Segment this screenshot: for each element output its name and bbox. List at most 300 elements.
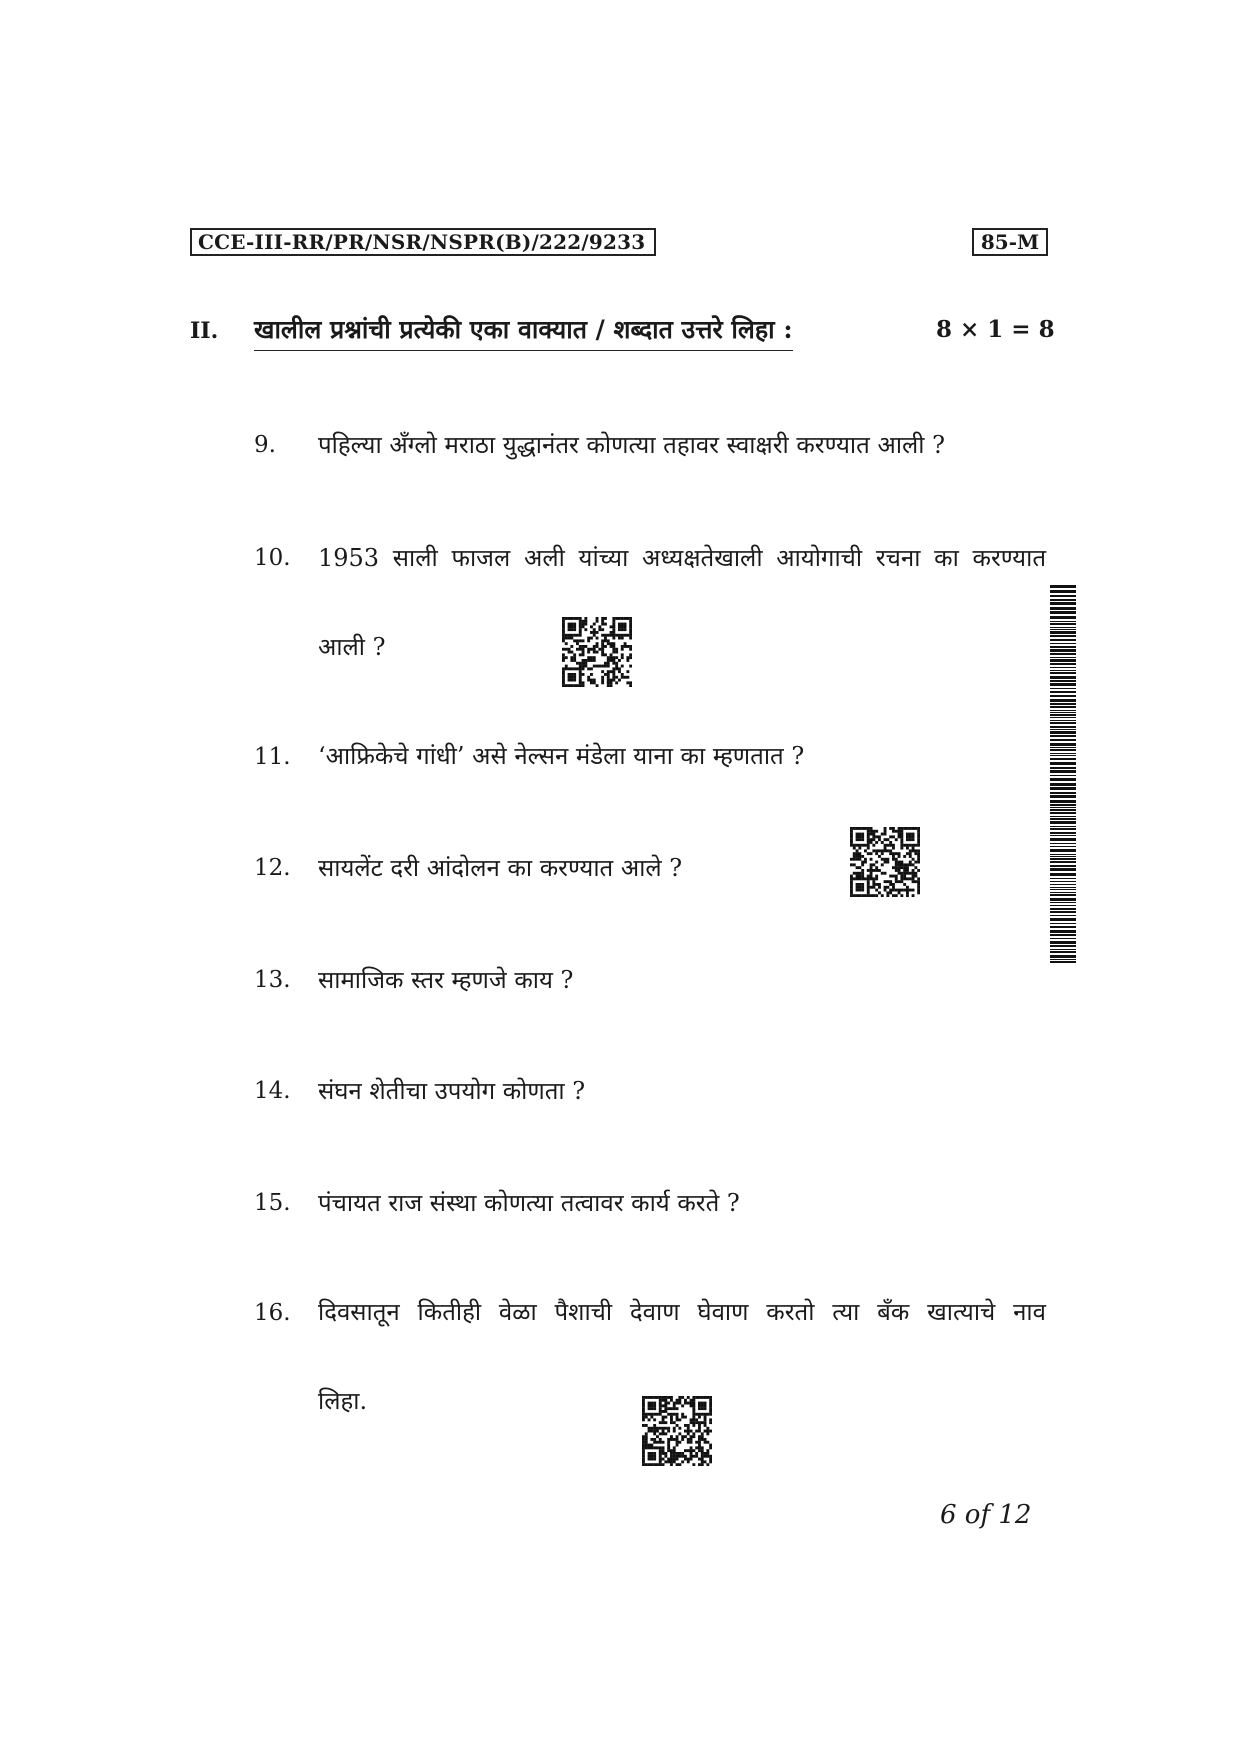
qr-module [867, 889, 870, 892]
qr-module [917, 827, 920, 830]
qr-module [648, 1452, 651, 1455]
barcode-bar [1050, 941, 1076, 944]
qr-module [676, 1438, 679, 1441]
qr-module [615, 634, 618, 637]
qr-module [698, 1438, 701, 1441]
barcode-bar [1050, 826, 1076, 827]
barcode-bar [1050, 726, 1076, 728]
qr-module [648, 1427, 651, 1430]
qr-module [604, 653, 607, 656]
qr-module [615, 665, 618, 668]
qr-module [601, 665, 604, 668]
qr-module [681, 1452, 684, 1455]
qr-module [653, 1452, 656, 1455]
qr-module [607, 656, 610, 659]
question-number: 11. [254, 744, 291, 770]
qr-module [681, 1438, 684, 1441]
qr-module [687, 1430, 690, 1433]
qr-module [587, 679, 590, 682]
qr-module [704, 1430, 707, 1433]
qr-module [612, 634, 615, 637]
qr-module [695, 1396, 698, 1399]
qr-module [607, 676, 610, 679]
qr-module [687, 1438, 690, 1441]
qr-module [906, 838, 909, 841]
qr-module [912, 838, 915, 841]
qr-module [642, 1435, 645, 1438]
qr-module [858, 877, 861, 880]
barcode-bar [1050, 955, 1076, 958]
qr-module [587, 639, 590, 642]
question-text: ‘आफ्रिकेचे गांधी’ असे नेल्सन मंडेला याना का म्हणतात ? [318, 742, 805, 770]
qr-module [568, 673, 571, 676]
qr-module [895, 894, 898, 897]
qr-module [709, 1455, 712, 1458]
qr-module [629, 665, 632, 668]
barcode-bar [1050, 710, 1076, 711]
qr-module [701, 1435, 704, 1438]
qr-module [872, 849, 875, 852]
qr-module [667, 1402, 670, 1405]
qr-module [562, 681, 565, 684]
qr-module [590, 673, 593, 676]
qr-module [582, 681, 585, 684]
qr-module [656, 1441, 659, 1444]
qr-module [650, 1438, 653, 1441]
qr-module [858, 852, 861, 855]
qr-module [701, 1438, 704, 1441]
qr-module [870, 863, 873, 866]
qr-module [642, 1396, 645, 1399]
barcode-bar [1050, 884, 1076, 885]
qr-module [892, 894, 895, 897]
qr-module [610, 634, 613, 637]
qr-module [687, 1402, 690, 1405]
qr-module [612, 651, 615, 654]
qr-module [892, 852, 895, 855]
qr-module [610, 625, 613, 628]
qr-module [570, 634, 573, 637]
qr-module [692, 1396, 695, 1399]
qr-module [582, 653, 585, 656]
qr-module [653, 1430, 656, 1433]
barcode-bar [1050, 809, 1076, 811]
qr-module [629, 617, 632, 620]
qr-module [681, 1404, 684, 1407]
qr-module [898, 835, 901, 838]
qr-module [579, 631, 582, 634]
qr-module [656, 1413, 659, 1416]
qr-module [648, 1444, 651, 1447]
qr-module [562, 684, 565, 687]
qr-module [917, 861, 920, 864]
qr-module [903, 855, 906, 858]
qr-module [875, 849, 878, 852]
qr-module [562, 617, 565, 620]
qr-module [900, 872, 903, 875]
barcode-bar [1050, 616, 1076, 619]
qr-module [590, 648, 593, 651]
qr-module [917, 889, 920, 892]
barcode-bar [1050, 646, 1076, 648]
qr-module [864, 849, 867, 852]
qr-module [889, 841, 892, 844]
qr-module [864, 894, 867, 897]
qr-module [690, 1446, 693, 1449]
barcode-bar [1050, 828, 1076, 830]
qr-module [667, 1438, 670, 1441]
qr-module [573, 639, 576, 642]
qr-module [607, 634, 610, 637]
qr-module [884, 886, 887, 889]
qr-module [898, 855, 901, 858]
qr-module [861, 894, 864, 897]
qr-module [579, 620, 582, 623]
qr-module [562, 634, 565, 637]
barcode-bar [1050, 816, 1076, 817]
qr-module [670, 1413, 673, 1416]
qr-module [906, 835, 909, 838]
qr-module [695, 1418, 698, 1421]
qr-module [565, 656, 568, 659]
qr-module [629, 628, 632, 631]
qr-module [898, 861, 901, 864]
barcode-bar [1050, 804, 1076, 806]
qr-module [667, 1413, 670, 1416]
qr-module [886, 894, 889, 897]
qr-module [562, 648, 565, 651]
qr-module [653, 1458, 656, 1461]
qr-module [914, 880, 917, 883]
qr-module [612, 628, 615, 631]
qr-module [568, 617, 571, 620]
qr-module [610, 631, 613, 634]
qr-module [624, 634, 627, 637]
qr-module [906, 891, 909, 894]
barcode-bar [1050, 749, 1076, 751]
qr-module [653, 1438, 656, 1441]
qr-module [856, 875, 859, 878]
qr-module [584, 665, 587, 668]
qr-module [607, 659, 610, 662]
qr-module [917, 841, 920, 844]
qr-module [642, 1399, 645, 1402]
qr-module [626, 656, 629, 659]
qr-module [650, 1407, 653, 1410]
qr-module [917, 858, 920, 861]
qr-module [906, 844, 909, 847]
qr-module [912, 827, 915, 830]
qr-module [878, 855, 881, 858]
qr-module [624, 617, 627, 620]
qr-module [601, 645, 604, 648]
qr-module [568, 679, 571, 682]
qr-module [709, 1396, 712, 1399]
qr-module [701, 1449, 704, 1452]
qr-module [596, 651, 599, 654]
qr-module [667, 1396, 670, 1399]
qr-module [624, 645, 627, 648]
qr-module [626, 634, 629, 637]
qr-module [562, 653, 565, 656]
qr-module [593, 656, 596, 659]
section-marks: 8 × 1 = 8 [936, 316, 1055, 343]
qr-module [648, 1446, 651, 1449]
barcode-bar [1050, 812, 1076, 814]
qr-module [690, 1404, 693, 1407]
qr-module [861, 835, 864, 838]
qr-code-3 [642, 1396, 712, 1466]
qr-module [872, 880, 875, 883]
qr-module [673, 1404, 676, 1407]
barcode-bar [1050, 735, 1076, 737]
qr-module [687, 1460, 690, 1463]
qr-module [870, 838, 873, 841]
qr-module [917, 849, 920, 852]
qr-module [562, 659, 565, 662]
qr-module [850, 835, 853, 838]
qr-module [692, 1413, 695, 1416]
qr-module [648, 1430, 651, 1433]
qr-module [917, 891, 920, 894]
qr-module [664, 1432, 667, 1435]
qr-module [653, 1413, 656, 1416]
qr-module [698, 1435, 701, 1438]
barcode-bar [1050, 821, 1076, 824]
qr-module [698, 1441, 701, 1444]
qr-module [872, 877, 875, 880]
qr-module [562, 637, 565, 640]
qr-module [709, 1460, 712, 1463]
qr-module [895, 880, 898, 883]
qr-module [659, 1427, 662, 1430]
qr-module [706, 1413, 709, 1416]
qr-module [676, 1413, 679, 1416]
qr-module [914, 827, 917, 830]
barcode-bar [1050, 902, 1076, 903]
qr-module [673, 1421, 676, 1424]
qr-module [898, 891, 901, 894]
qr-module [917, 833, 920, 836]
barcode-bar [1050, 892, 1076, 893]
qr-module [856, 849, 859, 852]
barcode-bar [1050, 595, 1076, 597]
barcode-bar [1050, 858, 1076, 860]
qr-module [612, 620, 615, 623]
qr-module [692, 1463, 695, 1466]
qr-module [861, 889, 864, 892]
qr-module [596, 631, 599, 634]
qr-module [884, 889, 887, 892]
qr-module [676, 1444, 679, 1447]
qr-module [701, 1402, 704, 1405]
qr-module [909, 861, 912, 864]
qr-module [610, 679, 613, 682]
qr-module [900, 880, 903, 883]
question-number: 16. [254, 1300, 291, 1326]
barcode-bar [1050, 755, 1076, 756]
qr-module [875, 830, 878, 833]
qr-module [701, 1463, 704, 1466]
qr-module [864, 844, 867, 847]
barcode-bar [1050, 911, 1076, 913]
barcode-bar [1050, 663, 1076, 665]
qr-module [650, 1455, 653, 1458]
qr-module [903, 866, 906, 869]
qr-module [900, 844, 903, 847]
qr-module [692, 1416, 695, 1419]
qr-module [662, 1427, 665, 1430]
qr-module [701, 1396, 704, 1399]
qr-module [570, 623, 573, 626]
qr-module [612, 662, 615, 665]
qr-module [704, 1407, 707, 1410]
qr-module [867, 894, 870, 897]
qr-module [881, 872, 884, 875]
qr-module [598, 648, 601, 651]
barcode-bar [1050, 938, 1076, 939]
qr-module [612, 617, 615, 620]
qr-module [582, 673, 585, 676]
qr-module [629, 637, 632, 640]
qr-module [662, 1432, 665, 1435]
qr-module [645, 1424, 648, 1427]
qr-module [626, 670, 629, 673]
barcode-bar [1050, 676, 1076, 679]
qr-module [701, 1432, 704, 1435]
qr-module [648, 1404, 651, 1407]
qr-module [659, 1460, 662, 1463]
qr-module [912, 844, 915, 847]
qr-module [909, 827, 912, 830]
qr-module [906, 886, 909, 889]
qr-module [650, 1396, 653, 1399]
qr-module [917, 869, 920, 872]
qr-module [917, 855, 920, 858]
barcode-bar [1050, 918, 1076, 921]
barcode-bar [1050, 607, 1076, 610]
qr-module [906, 827, 909, 830]
qr-module [590, 656, 593, 659]
qr-module [659, 1402, 662, 1405]
qr-module [656, 1430, 659, 1433]
barcode-bar [1050, 889, 1076, 890]
qr-module [850, 877, 853, 880]
qr-module [898, 827, 901, 830]
qr-module [867, 869, 870, 872]
barcode-bar [1050, 639, 1076, 641]
qr-module [867, 841, 870, 844]
qr-module [912, 889, 915, 892]
qr-module [615, 651, 618, 654]
qr-module [593, 679, 596, 682]
qr-module [579, 634, 582, 637]
qr-module [861, 875, 864, 878]
qr-module [610, 659, 613, 662]
qr-module [704, 1404, 707, 1407]
qr-module [884, 838, 887, 841]
qr-module [701, 1446, 704, 1449]
qr-module [601, 634, 604, 637]
qr-module [565, 665, 568, 668]
qr-module [709, 1404, 712, 1407]
qr-module [892, 844, 895, 847]
qr-module [678, 1418, 681, 1421]
barcode-bar [1050, 623, 1076, 625]
qr-module [867, 877, 870, 880]
qr-module [701, 1404, 704, 1407]
qr-module [895, 852, 898, 855]
qr-module [593, 681, 596, 684]
qr-module [590, 637, 593, 640]
qr-module [912, 863, 915, 866]
qr-module [875, 835, 878, 838]
qr-module [858, 855, 861, 858]
qr-module [872, 886, 875, 889]
qr-module [850, 889, 853, 892]
qr-module [861, 861, 864, 864]
qr-module [706, 1430, 709, 1433]
barcode-bar [1050, 657, 1076, 658]
qr-module [565, 617, 568, 620]
qr-module [670, 1416, 673, 1419]
barcode-bar [1050, 898, 1076, 901]
qr-module [856, 889, 859, 892]
qr-module [579, 676, 582, 679]
qr-module [687, 1441, 690, 1444]
barcode-bar [1050, 838, 1076, 841]
qr-module [607, 679, 610, 682]
qr-module [610, 653, 613, 656]
qr-module [856, 835, 859, 838]
qr-module [562, 656, 565, 659]
qr-module [587, 676, 590, 679]
qr-module [570, 651, 573, 654]
qr-module [692, 1432, 695, 1435]
qr-module [662, 1418, 665, 1421]
barcode-bar [1050, 807, 1076, 808]
qr-module [626, 681, 629, 684]
barcode-bar [1050, 770, 1076, 773]
qr-module [568, 648, 571, 651]
qr-module [629, 656, 632, 659]
barcode-bar [1050, 767, 1076, 769]
qr-module [861, 855, 864, 858]
qr-module [895, 858, 898, 861]
barcode-bar [1050, 846, 1076, 847]
qr-module [867, 827, 870, 830]
qr-module [886, 861, 889, 864]
qr-module [582, 662, 585, 665]
qr-module [579, 665, 582, 668]
qr-module [704, 1460, 707, 1463]
qr-module [612, 659, 615, 662]
qr-module [629, 634, 632, 637]
question-number: 15. [254, 1190, 291, 1216]
barcode-bar [1050, 878, 1076, 879]
qr-module [653, 1441, 656, 1444]
qr-module [670, 1452, 673, 1455]
qr-module [650, 1444, 653, 1447]
qr-module [650, 1430, 653, 1433]
qr-module [867, 852, 870, 855]
qr-module [875, 869, 878, 872]
qr-module [607, 642, 610, 645]
qr-module [900, 866, 903, 869]
qr-module [912, 894, 915, 897]
qr-module [676, 1402, 679, 1405]
barcode-bar [1050, 934, 1076, 936]
